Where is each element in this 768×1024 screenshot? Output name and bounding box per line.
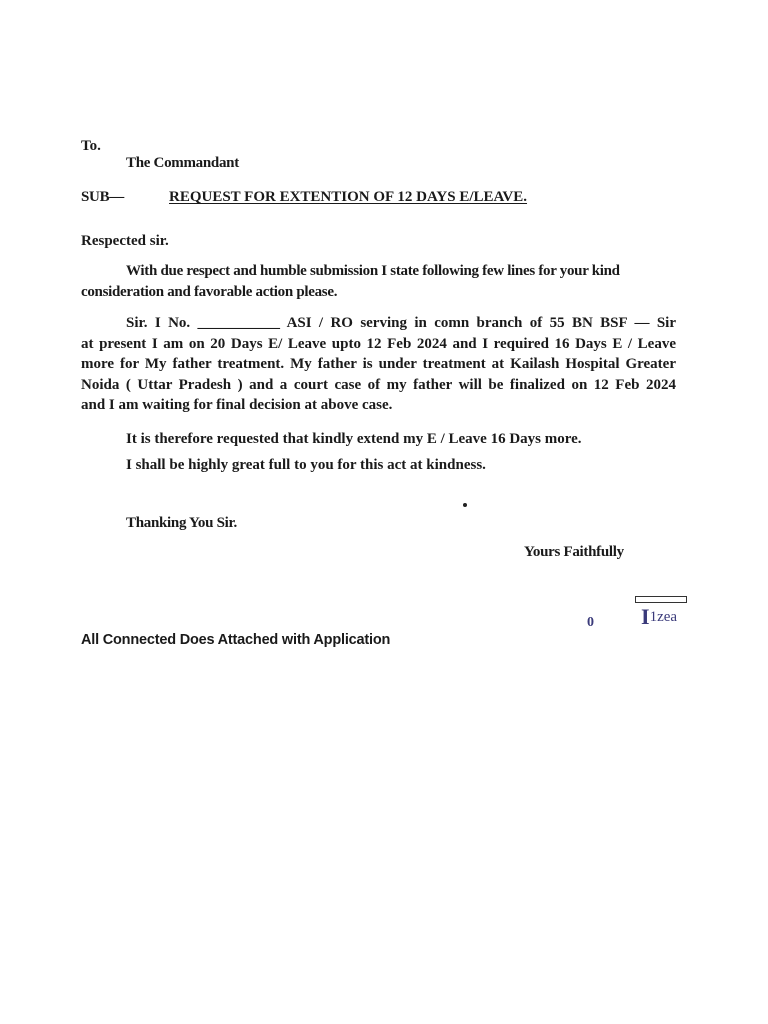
subject-line: REQUEST FOR EXTENTION OF 12 DAYS E/LEAVE. [169, 189, 528, 205]
paragraph-line: consideration and favorable action please. [81, 283, 338, 300]
to-label: To. [81, 138, 101, 154]
paragraph-line: at present I am on 20 Days E/ Leave upto 12 Feb 2024 and I required 16 Days E / Leave [81, 335, 676, 352]
paragraph-intro [81, 261, 676, 302]
signature-mark [641, 604, 677, 630]
paragraph-line: With due respect and humble submission I state following few lines for your kind [126, 263, 620, 279]
paragraph-extension-request: It is therefore requested that kindly extend my E / Leave 16 Days more. [126, 431, 582, 447]
footer-note: All Connected Does Attached with Application [81, 632, 391, 648]
signature-zero: 0 [587, 615, 594, 630]
paragraph-line: Noida ( Uttar Pradesh ) and a court case of my father will be finalized on 12 Feb 2024 [81, 376, 676, 393]
salutation: Respected sir. [81, 233, 169, 249]
paragraph-line: and I am waiting for final decision at above case. [81, 397, 393, 413]
paragraph-request-details [81, 313, 676, 416]
paragraph-gratitude: I shall be highly great full to you for this act at kindness. [126, 457, 486, 473]
signature-initial: I [641, 604, 650, 629]
recipient: The Commandant [126, 155, 239, 171]
subject-label: SUB— [81, 189, 124, 205]
signature-rest: 1zea [649, 609, 678, 625]
signature-box [635, 596, 687, 603]
closing-line: Yours Faithfully [524, 544, 624, 560]
paragraph-line: more for My father treatment. My father is under treatment at Kailash Hospital Greater [81, 356, 676, 372]
thanks-line: Thanking You Sir. [126, 515, 237, 531]
stray-dot [463, 503, 467, 507]
paragraph-line: Sir. I No. ___________ ASI / RO serving in comn branch of 55 BN BSF — Sir [126, 315, 676, 331]
